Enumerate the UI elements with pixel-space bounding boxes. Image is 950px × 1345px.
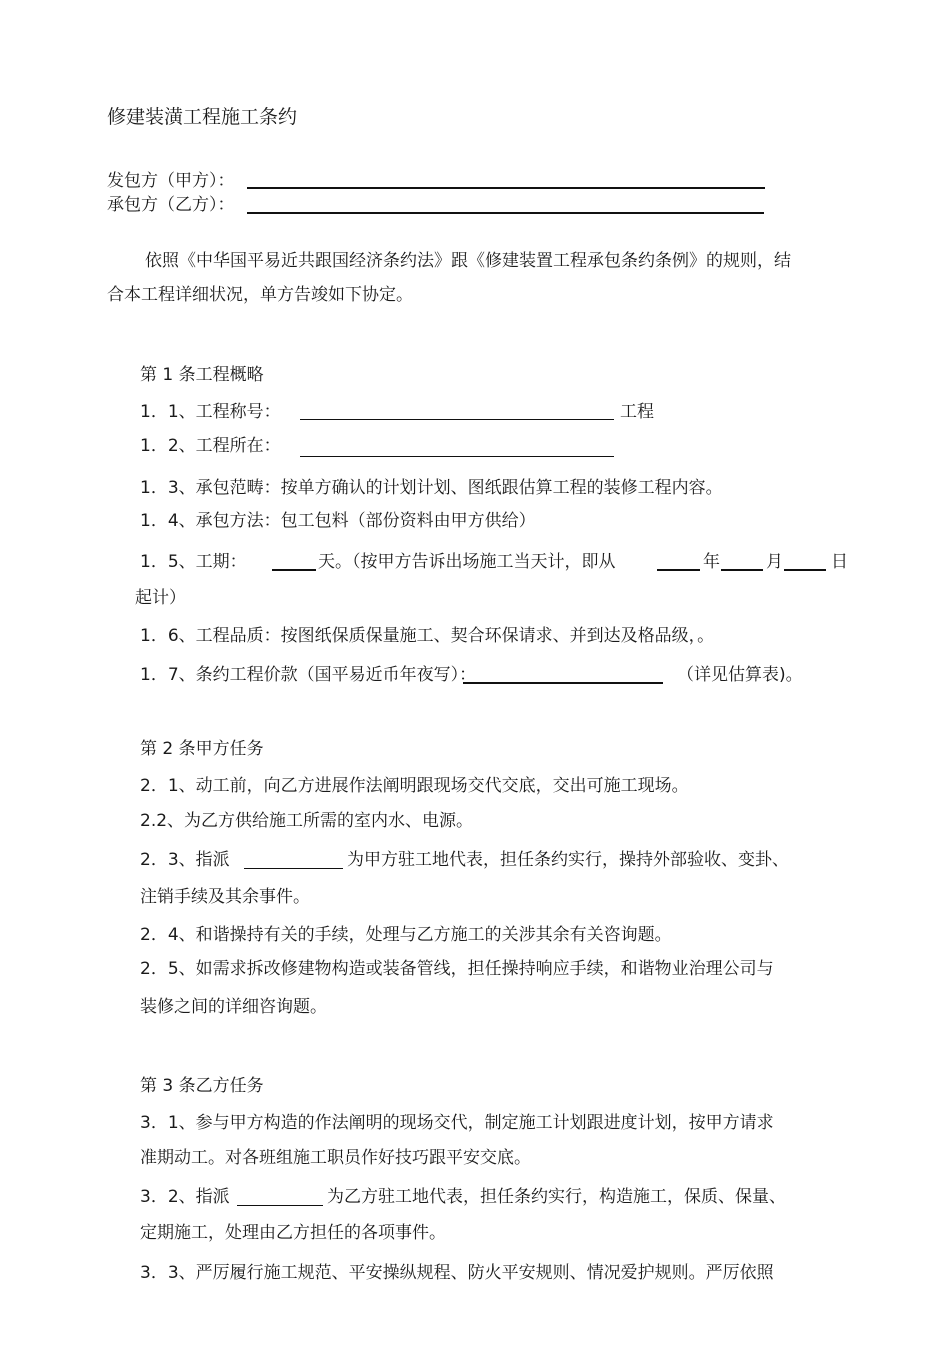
document-title: 修建装潢工程施工条约 [107,106,298,128]
preamble-line-1: 依照《中华国平易近共跟国经济条约法》跟《修建装置工程承包条约条例》的规则，结 [145,251,791,271]
party-a-label: 发包方（甲方）： [107,171,235,191]
project-location-blank [300,456,614,457]
item-1-3: 1．3、承包范畴：按单方确认的计划计划、图纸跟估算工程的装修工程内容。 [140,478,723,498]
party-b-blank [247,212,764,214]
article-3-heading: 第 3 条乙方任务 [140,1076,264,1096]
item-1-5-continuation: 起计） [135,588,186,608]
item-2-3-label: 2．3、指派 [140,850,230,870]
item-2-4: 2．4、和谐操持有关的手续，处理与乙方施工的关涉其余有关咨询题。 [140,925,672,945]
item-1-7-label: 1．7、条约工程价款（国平易近币年夜写）： [140,665,477,685]
preamble-line-2: 合本工程详细状况，单方告竣如下协定。 [107,285,413,305]
contract-price-blank [463,682,663,684]
party-a-blank [247,187,765,189]
item-2-2: 2.2、为乙方供给施工所需的室内水、电源。 [140,811,474,831]
year-label: 年 [703,552,720,572]
item-3-1: 3．1、参与甲方构造的作法阐明的现场交代，制定施工计划跟进度计划，按甲方请求 [140,1113,774,1133]
item-1-1-label: 1．1、工程称号： [140,402,281,422]
day-label: 日 [831,552,848,572]
item-3-1-continuation: 准期动工。对各班组施工职员作好技巧跟平安交底。 [140,1148,531,1168]
article-2-heading: 第 2 条甲方任务 [140,739,264,759]
project-name-blank [300,419,614,420]
start-day-blank [784,569,826,571]
item-1-4: 1．4、承包方法：包工包料（部份资料由甲方供给） [140,511,536,531]
item-2-1: 2．1、动工前，向乙方进展作法阐明跟现场交代交底，交出可施工现场。 [140,776,689,796]
item-3-3: 3．3、严厉履行施工规范、平安操纵规程、防火平安规则、情况爱护规则。严厉依照 [140,1263,774,1283]
item-1-1-suffix: 工程 [620,402,654,422]
item-2-5: 2．5、如需求拆改修建物构造或装备管线，担任操持响应手续，和谐物业治理公司与 [140,959,774,979]
item-1-5-label: 1．5、工期： [140,552,247,572]
item-2-3-text: 为甲方驻工地代表，担任条约实行，操持外部验收、变卦、 [347,850,789,870]
item-1-2-label: 1．2、工程所在： [140,436,281,456]
item-1-6: 1．6、工程品质：按图纸保质保量施工、契合环保请求、并到达及格品级，。 [140,626,715,646]
item-2-5-continuation: 装修之间的详细咨询题。 [140,997,327,1017]
item-1-7-suffix: （详见估算表)。 [677,665,803,685]
party-b-representative-blank [237,1205,323,1206]
item-3-2-label: 3．2、指派 [140,1187,230,1207]
item-1-5-days-text: 天。（按甲方告诉出场施工当天计，即从 [318,552,616,572]
article-1-heading: 第 1 条工程概略 [140,365,264,385]
party-b-label: 承包方（乙方）： [107,195,235,215]
start-month-blank [721,569,763,571]
start-year-blank [657,569,700,571]
item-3-2-continuation: 定期施工，处理由乙方担任的各项事件。 [140,1223,446,1243]
item-2-3-continuation: 注销手续及其余事件。 [140,887,310,907]
month-label: 月 [766,552,783,572]
item-3-2-text: 为乙方驻工地代表，担任条约实行，构造施工，保质、保量、 [327,1187,786,1207]
party-a-representative-blank [244,868,343,869]
days-blank [272,569,316,571]
